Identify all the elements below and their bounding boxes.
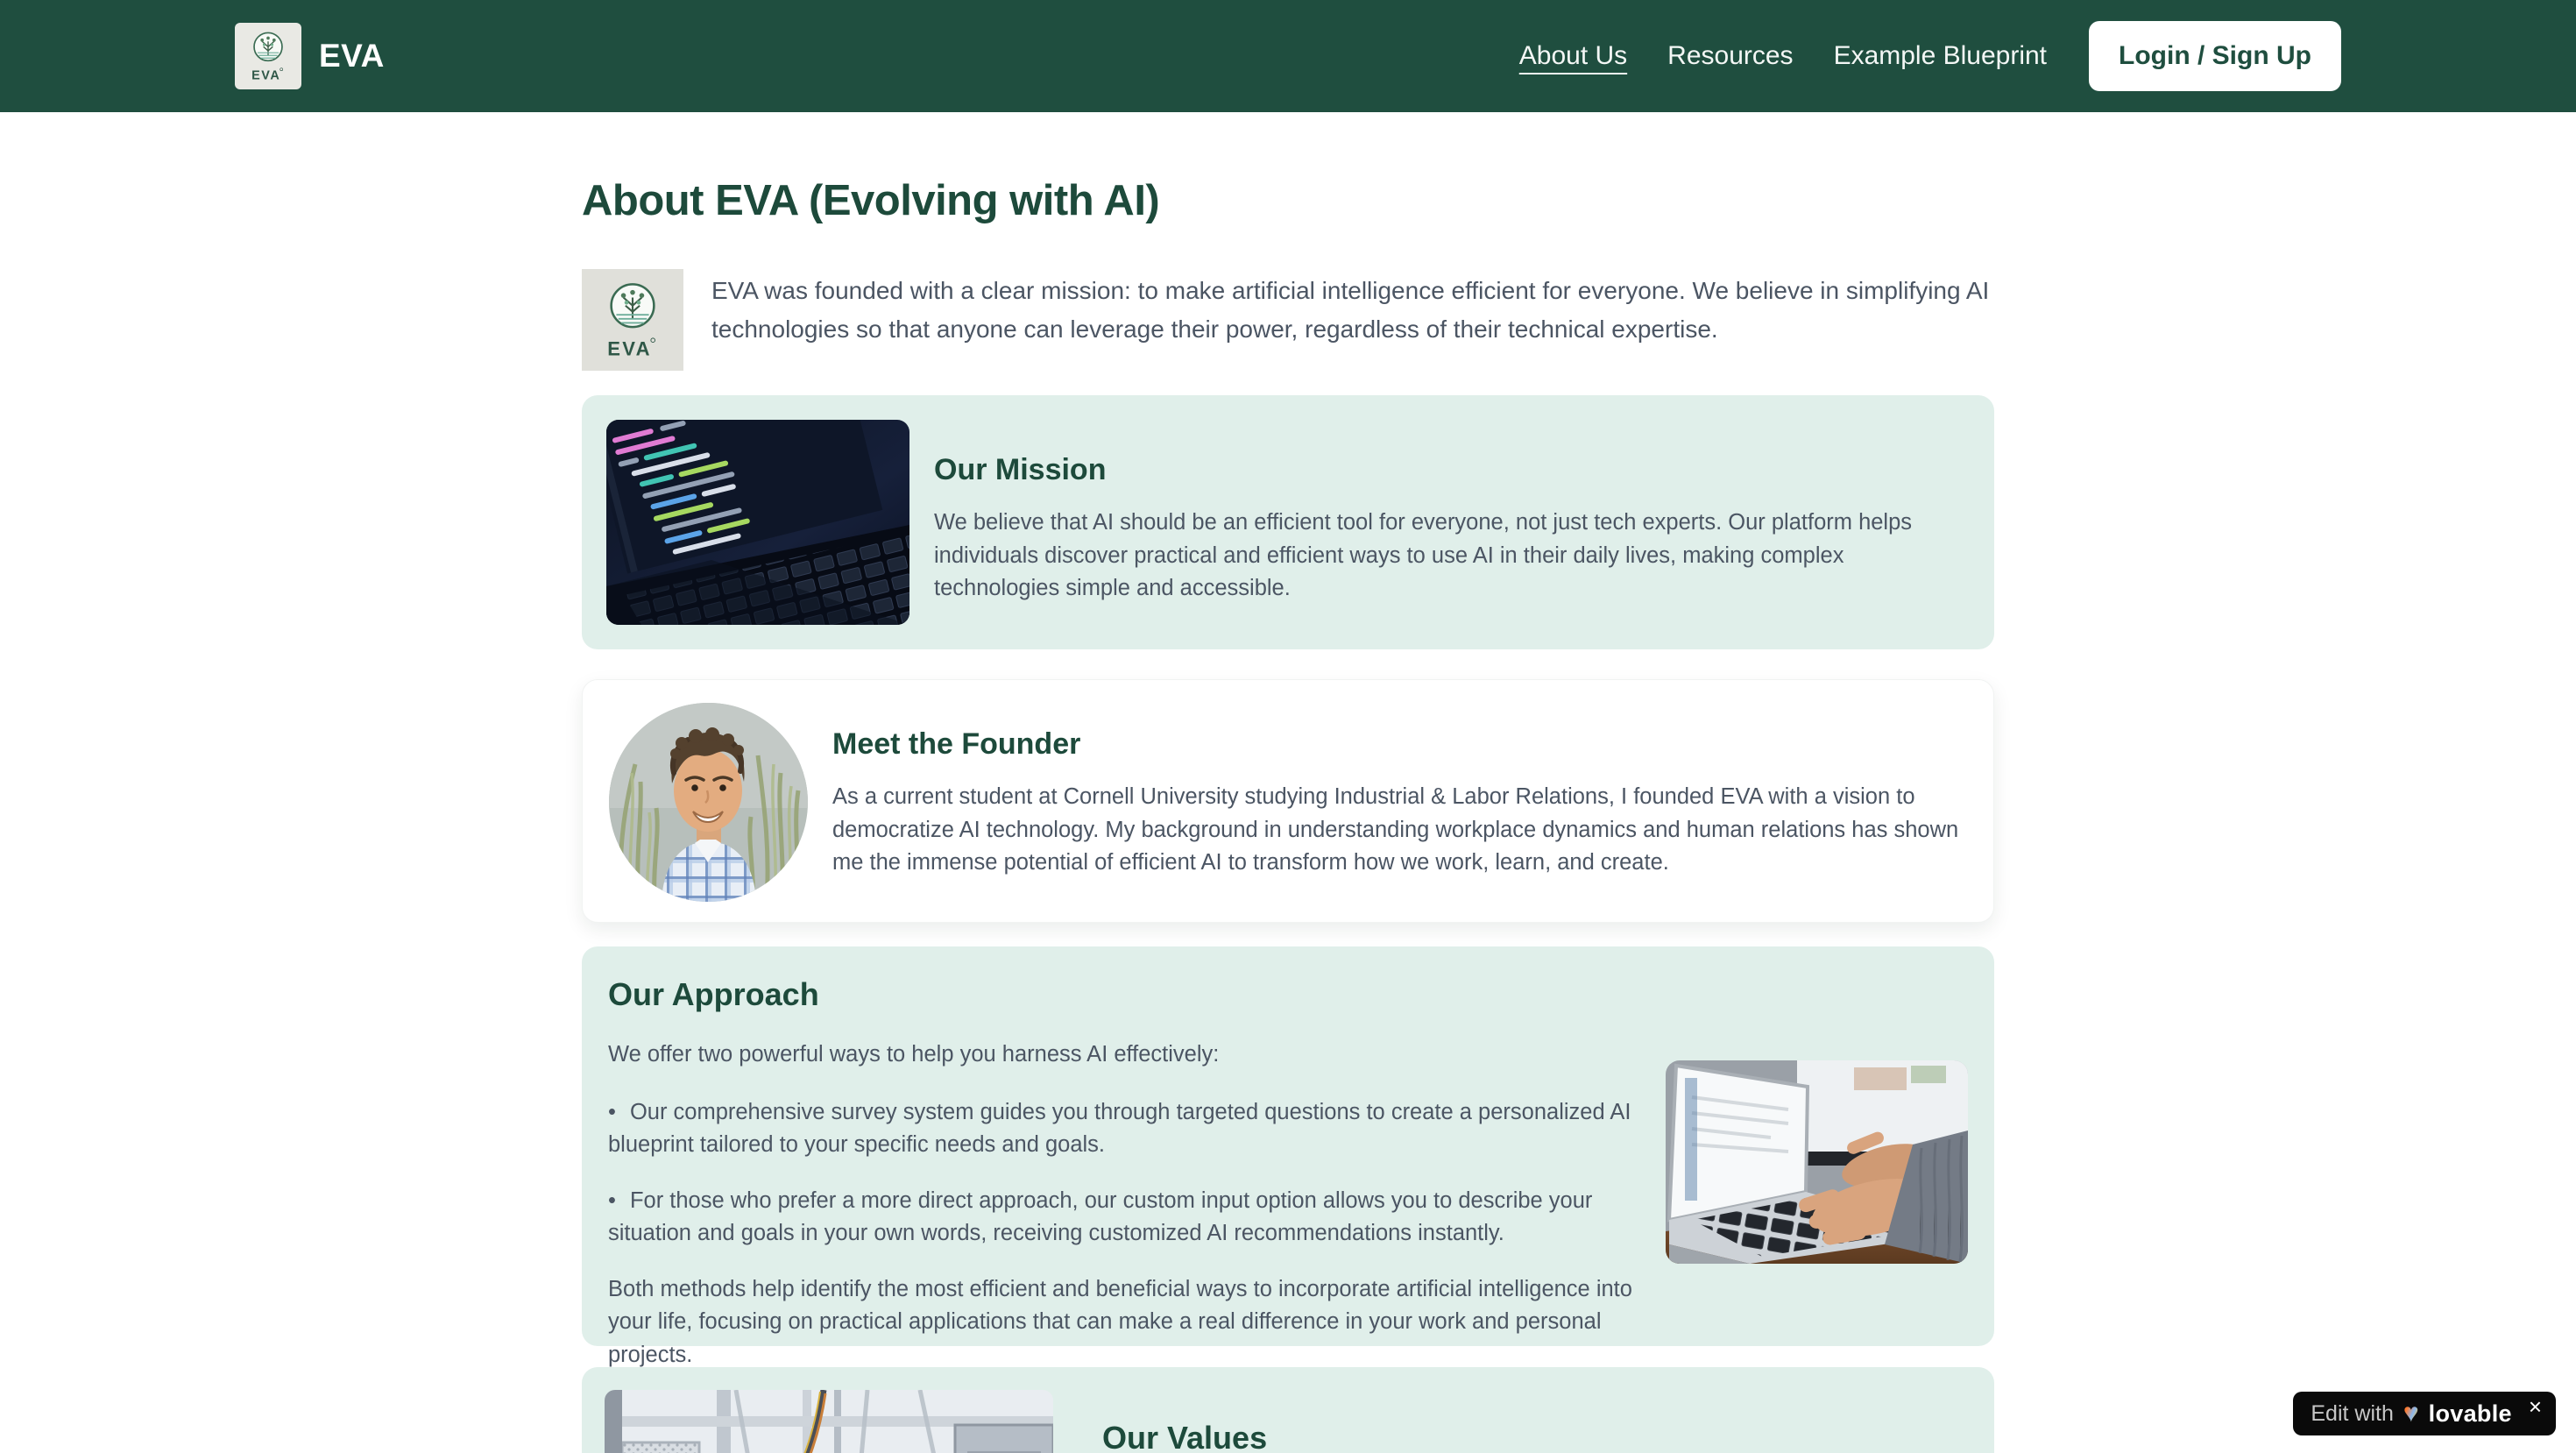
badge-prefix-label: Edit with <box>2311 1400 2394 1426</box>
nav-item-about-us[interactable]: About Us <box>1518 41 1628 70</box>
approach-bullet-2-text: For those who prefer a more direct approach, our custom input option allows you to describe your situation and goals in your own words, receiving customized AI recommendations instantly. <box>608 1187 1593 1246</box>
bullet-icon: • <box>608 1099 616 1124</box>
close-icon[interactable]: × <box>2528 1393 2542 1420</box>
mission-body: We believe that AI should be an efficient tool for everyone, not just tech experts. Our platform helps individuals discover practical and efficient ways to use AI in their daily lives, making complex technologies simple and accessible. <box>934 510 1913 601</box>
approach-bullet-1-text: Our comprehensive survey system guides you through targeted questions to create a personalized AI blueprint tailored to your specific needs and goals. <box>608 1099 1631 1158</box>
login-signup-button[interactable]: Login / Sign Up <box>2089 21 2341 91</box>
founder-card <box>582 679 1994 923</box>
intro-section <box>582 269 1994 371</box>
svg-text:EVA: EVA <box>607 337 652 360</box>
bullet-icon: • <box>608 1187 616 1213</box>
approach-card <box>582 946 1994 1367</box>
main-nav <box>1519 21 2341 91</box>
mission-text-block <box>934 420 1970 625</box>
nav-item-example-blueprint[interactable]: Example Blueprint <box>1833 41 2048 70</box>
approach-text-block <box>608 1038 1675 1371</box>
approach-bullet-2 <box>608 1185 1675 1251</box>
eva-logo-icon <box>235 23 301 89</box>
values-machinery-image <box>605 1390 1053 1453</box>
values-card <box>582 1367 1994 1453</box>
badge-brand-label: lovable <box>2428 1400 2512 1427</box>
lovable-badge[interactable] <box>2293 1392 2556 1435</box>
eva-logo-icon <box>582 269 683 371</box>
founder-avatar <box>609 703 808 902</box>
intro-text: EVA was founded with a clear mission: to make artificial intelligence efficient for everyone. We believe in simplifying AI technologies so that anyone can leverage their power, regardless of their technical expertise. <box>711 277 1990 343</box>
approach-closing: Both methods help identify the most efficient and beneficial ways to incorporate artificial intelligence into your life, focusing on practical applications that can make a real difference in your work and personal projects. <box>608 1276 1632 1367</box>
header <box>0 0 2576 112</box>
mission-title: Our Mission <box>934 453 1107 486</box>
nav-item-resources[interactable]: Resources <box>1667 41 1794 70</box>
heart-icon: ♥ <box>2403 1399 2419 1428</box>
page-title: About EVA (Evolving with AI) <box>582 177 1160 224</box>
approach-bullet-1 <box>608 1096 1675 1162</box>
svg-text:EVA: EVA <box>251 68 281 83</box>
approach-title: Our Approach <box>608 976 819 1012</box>
brand-logo-image[interactable] <box>235 23 301 89</box>
values-title: Our Values <box>1102 1420 1268 1453</box>
mission-card <box>582 395 1994 649</box>
mission-code-image <box>606 420 909 625</box>
founder-text-block <box>832 703 1967 899</box>
approach-lead: We offer two powerful ways to help you harness AI effectively: <box>608 1042 1220 1067</box>
approach-laptop-image <box>1666 1060 1968 1264</box>
brand[interactable] <box>235 23 385 89</box>
founder-title: Meet the Founder <box>832 727 1081 761</box>
eva-logo-image <box>582 269 683 371</box>
main-content <box>582 112 1994 1453</box>
founder-body: As a current student at Cornell University studying Industrial & Labor Relations, I founded EVA with a vision to democratize AI technology. My background in understanding workplace dynamics and human relations has shown me the immense potential of efficient AI to transform how we work, learn, and create. <box>832 784 1959 875</box>
brand-name[interactable]: EVA <box>319 38 385 74</box>
